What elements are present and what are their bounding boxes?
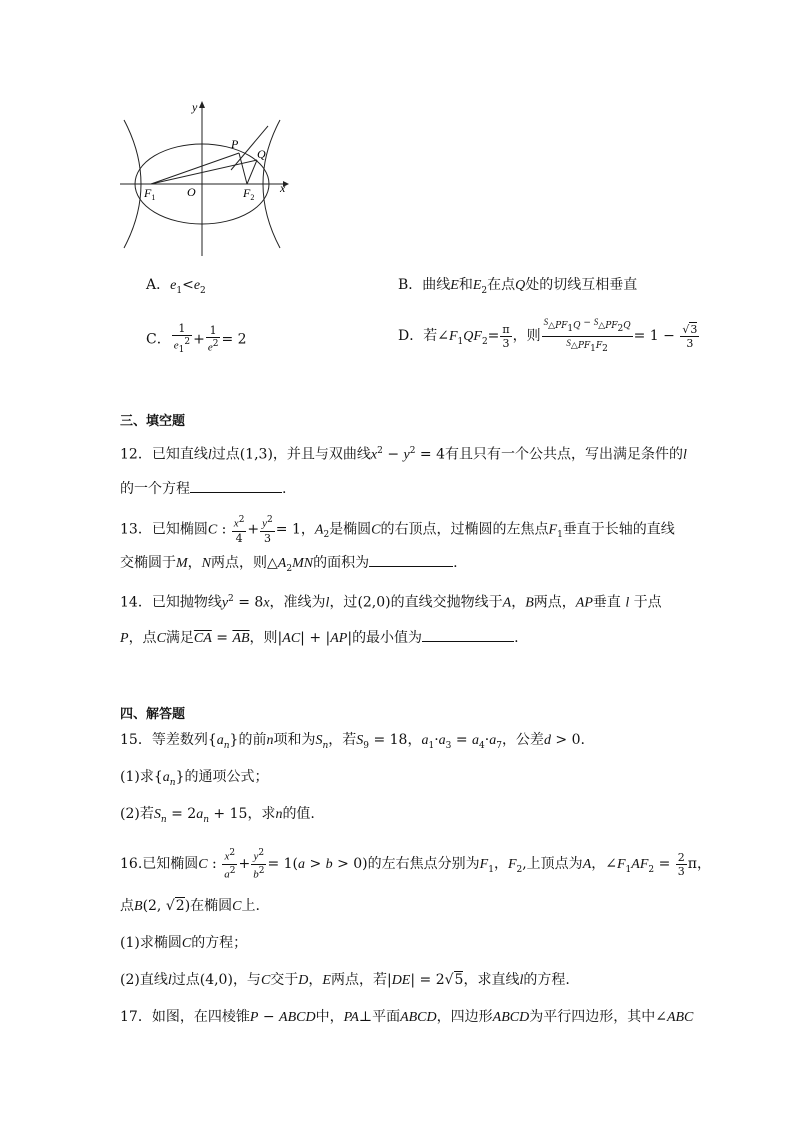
segment-F1-Q [151, 160, 257, 184]
q15-line1: 15．等差数列$\{a_n\}$的前n项和为$S_n$，若$S_9 = 18$，$a_1\cdot a_3 = a_4\cdot a_7$，公差d > 0. [120, 732, 585, 751]
q16-line1: 16.已知椭圆C : $\frac{x^2}{a^2}$ + $\frac{y^2}{b^2}$ = 1(a > b > 0)的左右焦点分别为$F_1$，$F_2$,上顶点为A，$\angle F_1AF_2$ = $\frac{2}{3}$ π， [120, 848, 711, 881]
q17-line1: 17．如图，在四棱锥P − ABCD中，PA⊥平面ABCD，四边形ABCD为平行四边形，其中∠ABC [120, 1009, 694, 1025]
label-x: x [280, 181, 286, 195]
label-F2: $F_2$ [243, 186, 255, 202]
segment-F2-P [239, 153, 247, 184]
segment-F2-Q [247, 160, 257, 184]
q14-line1: 14．已知抛物线$y^2 = 8x$，准线为l，过(2,0)的直线交抛物线于A，B两点，AP垂直 l 于点 [120, 594, 662, 611]
q16-line2: 点B(2, √2)在椭圆C上. [120, 898, 260, 914]
option-C: C． $\frac{1}{e_1^2}$ + $\frac{1}{e^2}$ = 2 [146, 322, 247, 355]
label-y: y [192, 100, 198, 114]
label-O: O [187, 185, 196, 199]
option-A: A．$e_1<e_2$ [146, 277, 206, 296]
y-axis-arrow [199, 101, 205, 108]
conic-figure [118, 98, 298, 258]
q12-answer-blank[interactable] [190, 478, 282, 493]
q16-part1: (1)求椭圆C的方程； [120, 935, 248, 951]
section3-title: 三、填空题 [120, 414, 186, 429]
option-D: D．若$\angle F_1QF_2=$ $\frac{\pi}{3}$ ，则 $\frac{S_{\triangle PF_1Q} - S_{\triangle PF_2Q}}{S_{\triangle PF_1F_2}}$ = 1 − $\frac{√3}{3}$ [398, 317, 698, 355]
q16-part2: (2)直线l过点(4,0)，与C交于D，E两点，若|DE| = 2√5，求直线l的方程. [120, 972, 570, 988]
q13-line1: 13．已知椭圆C : $\frac{x^2}{4}$ + $\frac{y^2}{3}$ = 1，$A_2$是椭圆C的右顶点，过椭圆的左焦点$F_1$垂直于长轴的直线 [120, 515, 675, 545]
option-B: B．曲线E和$E_2$在点Q处的切线互相垂直 [398, 277, 638, 296]
section4-title: 四、解答题 [120, 707, 186, 722]
label-P: P [231, 137, 239, 151]
q13-line2: 交椭圆于M，N两点，则$\triangle A_2MN$的面积为 . [120, 552, 458, 579]
q14-answer-blank[interactable] [422, 627, 514, 642]
label-Q: Q [257, 147, 266, 161]
q14-line2: P，点C满足$\overline{CA} = \overline{AB}$，则|AC| + |AP|的最小值为 . [120, 627, 519, 649]
q13-answer-blank[interactable] [369, 552, 453, 567]
segment-F1-P [151, 153, 239, 184]
q12-line2: 的一个方程 . [120, 478, 286, 499]
label-F1: $F_1$ [144, 186, 156, 202]
q15-part2: (2)若$S_n = 2a_n + 15$，求n的值. [120, 806, 315, 825]
q12-line1: 12．已知直线l过点(1,3)，并且与双曲线$x^2 - y^2 = 4$有且只有一个公共点，写出满足条件的l [120, 446, 687, 463]
q15-part1: (1)求$\{a_n\}$的通项公式； [120, 769, 269, 788]
